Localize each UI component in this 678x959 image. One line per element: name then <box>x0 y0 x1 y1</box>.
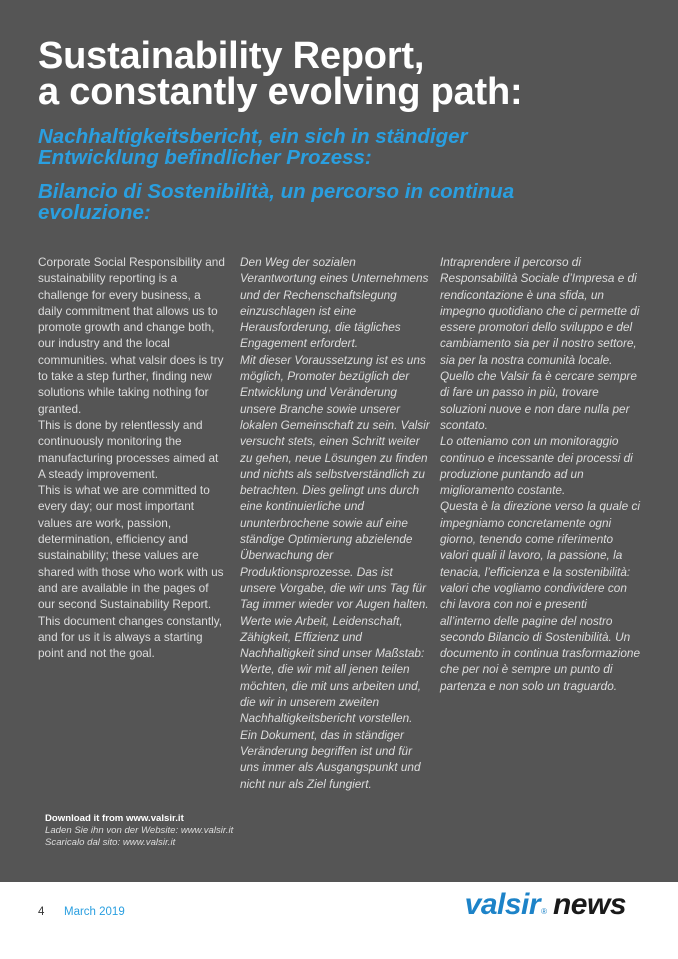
logo-brand: valsir <box>464 888 541 921</box>
italian-column <box>440 254 640 694</box>
english-paragraph: This is what we are committed to every day; our most important values are work, passion, determination, efficiency and sustainability; these values are shared with those who work with us and are available in the pages of our second Sustainability Report. This document changes constantly, and for us it is always a starting point and not the goal. <box>38 483 224 661</box>
italian-paragraph: Lo otteniamo con un monitoraggio continuo e incessante dei processi di produzione puntando ad un miglioramento costante. <box>440 434 633 498</box>
english-paragraph: Corporate Social Responsibility and sustainability reporting is a challenge for every business, a daily commitment that allows us to promote growth and change both, our industry and the local communities. what valsir does is try to take a step further, finding new solutions while taking nothing for granted. <box>38 255 225 416</box>
registered-mark: ® <box>541 907 547 916</box>
german-paragraph: Ein Dokument, das in ständiger Veränderung begriffen ist und für uns immer als Ausgangspunkt und nicht nur als Ziel fungiert. <box>240 727 421 791</box>
italian-paragraph: Intraprendere il percorso di Responsabilità Sociale d’Impresa e di rendicontazione è una sfida, un impegno quotidiano che ci permette di essere promotori dello sviluppo e del cambiamento sia per il nostro settore, sia per la nostra comunità locale. <box>440 255 640 367</box>
download-note <box>45 813 233 849</box>
subtitle-german-line-2: Entwicklung befindlicher Prozess: <box>38 146 372 169</box>
page-title <box>38 35 658 113</box>
english-paragraph: This is done by relentlessly and continuously monitoring the manufacturing processes aimed at A steady improvement. <box>38 417 219 481</box>
subtitle-italian-line-2: evoluzione: <box>38 201 151 224</box>
valsir-news-logo <box>465 888 626 932</box>
german-column <box>240 254 430 792</box>
download-link-italian[interactable]: Scaricalo dal sito: www.valsir.it <box>45 837 176 848</box>
subtitle-german-line-1: Nachhaltigkeitsbericht, ein sich in ständiger <box>38 125 468 148</box>
page-number: 4 <box>38 906 45 918</box>
german-paragraph: Den Weg der sozialen Verantwortung eines Unternehmens und der Rechenschaftslegung einzuschlagen ist eine Herausforderung, die tägliches Engagement erfordert. <box>240 255 429 351</box>
italian-paragraph: Questa è la direzione verso la quale ci impegniamo concretamente ogni giorno, tenendo come riferimento valori quali il lavoro, la passione, la tenacia, l’efficienza e la sostenibilità: valori che vogliamo condividere con chi lavora con noi e presenti all’interno delle pagine del nostro secondo Bilancio di Sostenibilità. Un documento in continua trasformazione che per noi è sempre un punto di partenza e non solo un traguardo. <box>440 499 641 693</box>
download-link-german[interactable]: Laden Sie ihn von der Website: www.valsir.it <box>45 825 234 836</box>
italian-paragraph: Quello che Valsir fa è cercare sempre di fare un passo in più, trovare soluzioni nuove e non dare nulla per scontato. <box>440 369 637 432</box>
subtitle-italian-line-1: Bilancio di Sostenibilità, un percorso in continua <box>38 180 515 203</box>
title-line-2: a constantly evolving path: <box>38 71 523 113</box>
title-line-1: Sustainability Report, <box>38 35 425 77</box>
download-link-english[interactable]: Download it from www.valsir.it <box>45 813 184 824</box>
logo-news: news <box>552 888 626 921</box>
subtitle-italian <box>38 181 658 223</box>
issue-date: March 2019 <box>64 906 125 918</box>
english-column <box>38 254 228 661</box>
german-paragraph: Mit dieser Voraussetzung ist es uns möglich, Promoter bezüglich der Entwicklung und Veränderung unsere Branche sowie unserer lokalen Gemeinschaft zu sein. Valsir versucht stets, einen Schritt weiter zu gehen, neue Lösungen zu finden und nichts als selbstverständlich zu betrachten. Dies gelingt uns durch eine kontinuierliche und ununterbrochene sowie auf eine ständige Optimierung abzielende Überwachung der Produktionsprozesse. Das ist unsere Vorgabe, die wir uns Tag für Tag immer wieder vor Augen halten. Werte wie Arbeit, Leidenschaft, Zähigkeit, Effizienz und Nachhaltigkeit sind unser Maßstab: Werte, die wir mit all jenen teilen möchten, die mit uns arbeiten und, die wir in unserem zweiten Nachhaltigkeitsbericht vorstellen. <box>240 352 430 726</box>
subtitle-german <box>38 126 658 168</box>
